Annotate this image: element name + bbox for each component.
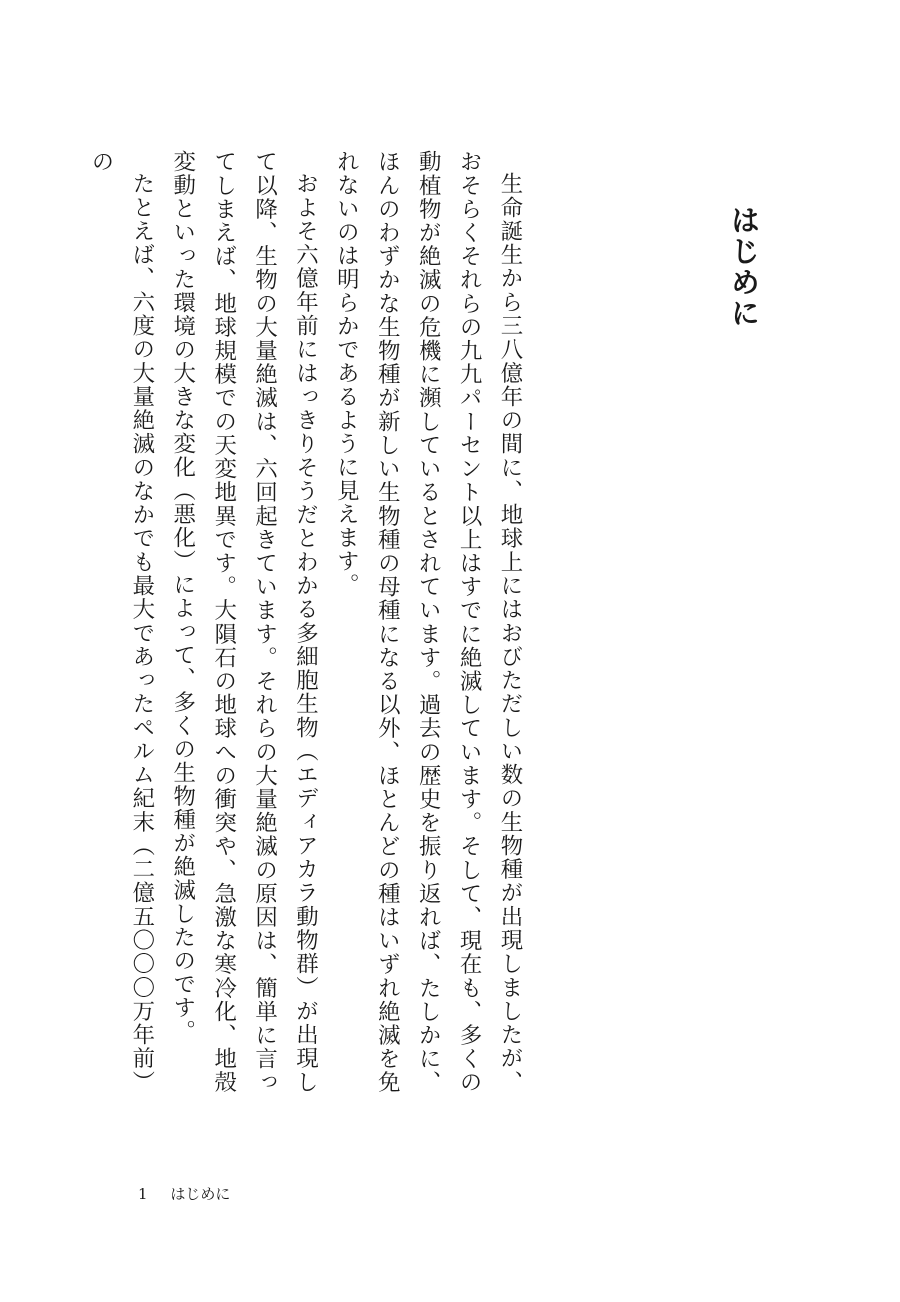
body-text bbox=[87, 150, 530, 1094]
page-number: 1 bbox=[138, 1185, 148, 1203]
running-title: はじめに bbox=[170, 1185, 231, 1203]
paragraph-3: たとえば、六度の大量絶滅のなかでも最大であったペルム紀末（二億五〇〇〇万年前）の bbox=[87, 150, 155, 1094]
page-footer bbox=[138, 1183, 230, 1204]
chapter-title: はじめに bbox=[727, 205, 761, 329]
paragraph-1: 生命誕生から三八億年の間に、地球上にはおびただしい数の生物種が出現しましたが、おそらくそれらの九九パーセント以上はすでに絶滅しています。そして、現在も、多くの動植物が絶滅の危機に瀕しているとされています。過去の歴史を振り返れば、たしかに、ほんのわずかな生物種が新しい生物種の母種になる以外、ほとんどの種はいずれ絶滅を免れないのは明らかであるように見えます。 bbox=[333, 150, 523, 1094]
paragraph-2: およそ六億年前にはっきりそうだとわかる多細胞生物（エディアカラ動物群）が出現して以降、生物の大量絶滅は、六回起きています。それらの大量絶滅の原因は、簡単に言ってしまえば、地球規模での天変地異です。大隕石の地球への衝突や、急激な寒冷化、地殻変動といった環境の大きな変化（悪化）によって、多くの生物種が絶滅したのです。 bbox=[169, 150, 319, 1094]
